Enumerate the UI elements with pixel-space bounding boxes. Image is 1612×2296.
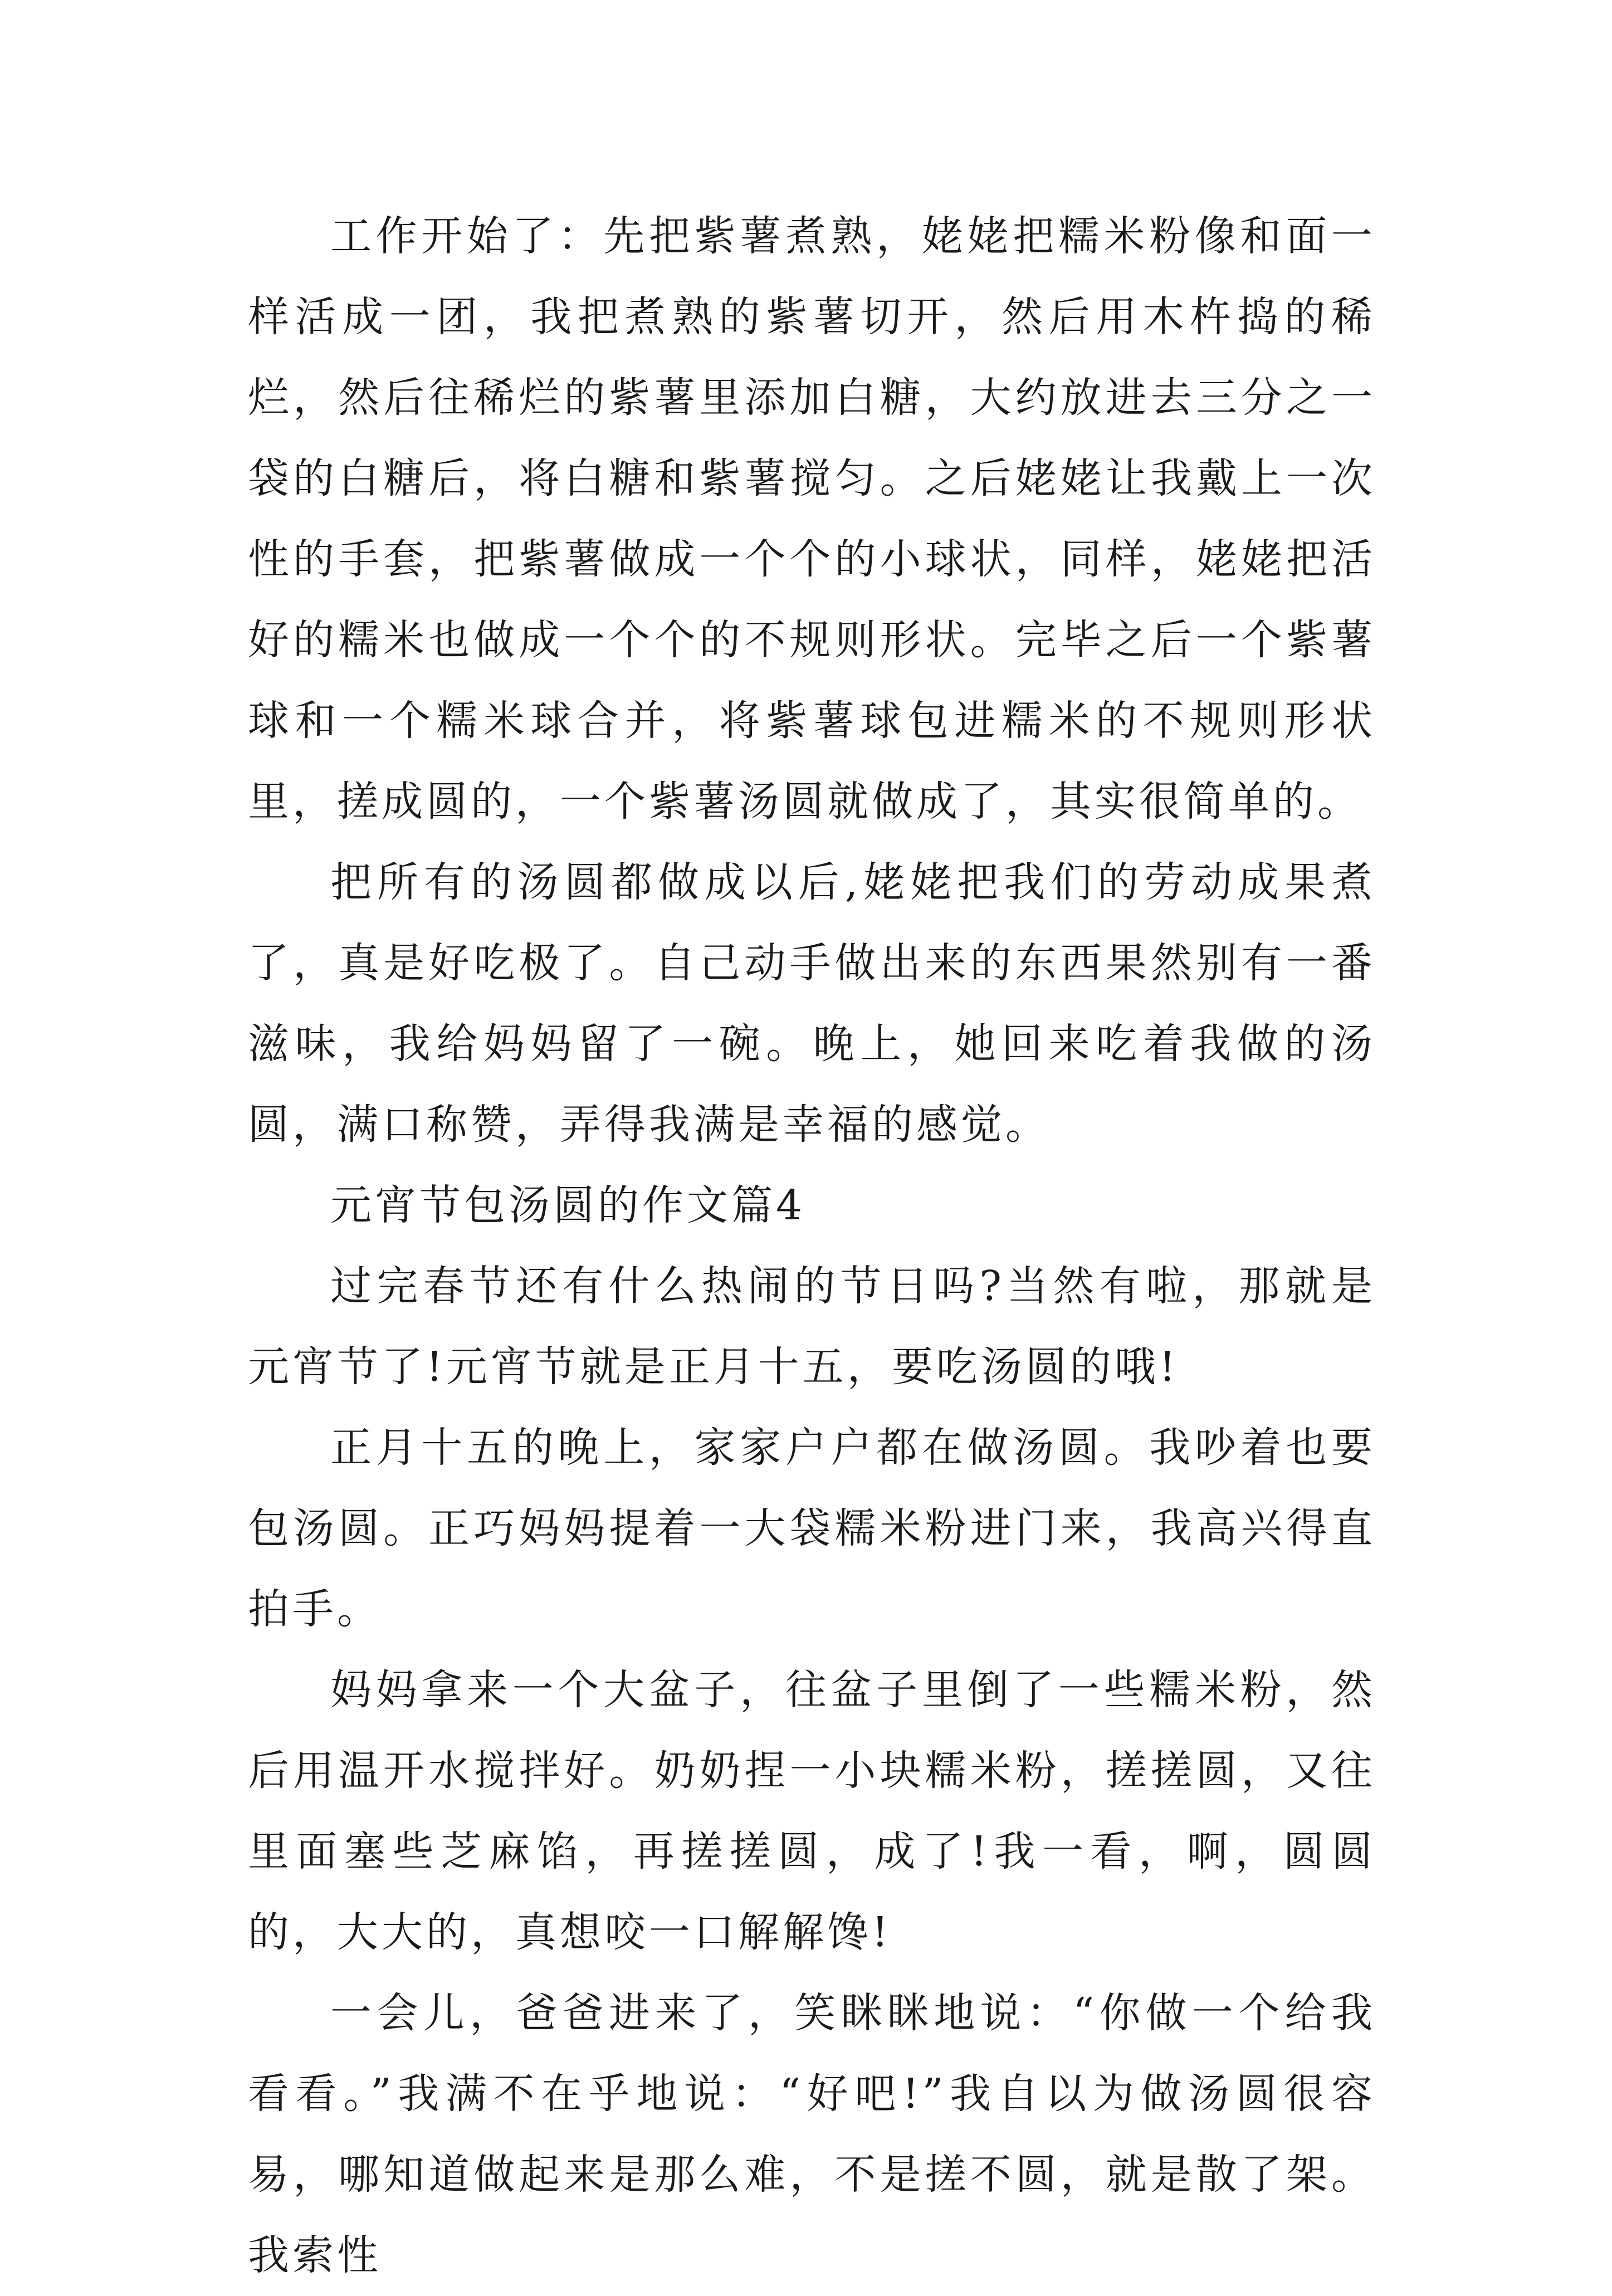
- paragraph: 把所有的汤圆都做成以后,姥姥把我们的劳动成果煮了，真是好吃极了。自己动手做出来的东西果然别有一番滋味，我给妈妈留了一碗。晚上，她回来吃着我做的汤圆，满口称赞，弄得我满是幸福的感觉。: [248, 858, 1376, 1149]
- paragraph: 工作开始了：先把紫薯煮熟，姥姥把糯米粉像和面一样活成一团，我把煮熟的紫薯切开，然后用木杵捣的稀烂，然后往稀烂的紫薯里添加白糖，大约放进去三分之一袋的白糖后，将白糖和紫薯搅匀。之后姥姥让我戴上一次性的手套，把紫薯做成一个个的小球状，同样，姥姥把活好的糯米也做成一个个的不规则形状。完毕之后一个紫薯球和一个糯米球合并，将紫薯球包进糯米的不规则形状里，搓成圆的，一个紫薯汤圆就做成了，其实很简单的。: [248, 212, 1376, 825]
- section-title: 元宵节包汤圆的作文篇4: [330, 1181, 806, 1229]
- paragraph: 正月十五的晚上，家家户户都在做汤圆。我吵着也要包汤圆。正巧妈妈提着一大袋糯米粉进门来，我高兴得直拍手。: [248, 1424, 1376, 1633]
- document-body: [248, 196, 1376, 2296]
- paragraph: 妈妈拿来一个大盆子，往盆子里倒了一些糯米粉，然后用温开水搅拌好。奶奶捏一小块糯米粉，搓搓圆，又往里面塞些芝麻馅，再搓搓圆，成了!我一看，啊，圆圆的，大大的，真想咬一口解解馋!: [248, 1666, 1376, 1956]
- paragraph: 过完春节还有什么热闹的节日吗?当然有啦，那就是元宵节了!元宵节就是正月十五，要吃汤圆的哦!: [248, 1262, 1376, 1391]
- paragraph: 一会儿，爸爸进来了，笑眯眯地说：“你做一个给我看看。”我满不在乎地说：“好吧!”我自以为做汤圆很容易，哪知道做起来是那么难，不是搓不圆，就是散了架。我索性: [248, 1989, 1376, 2279]
